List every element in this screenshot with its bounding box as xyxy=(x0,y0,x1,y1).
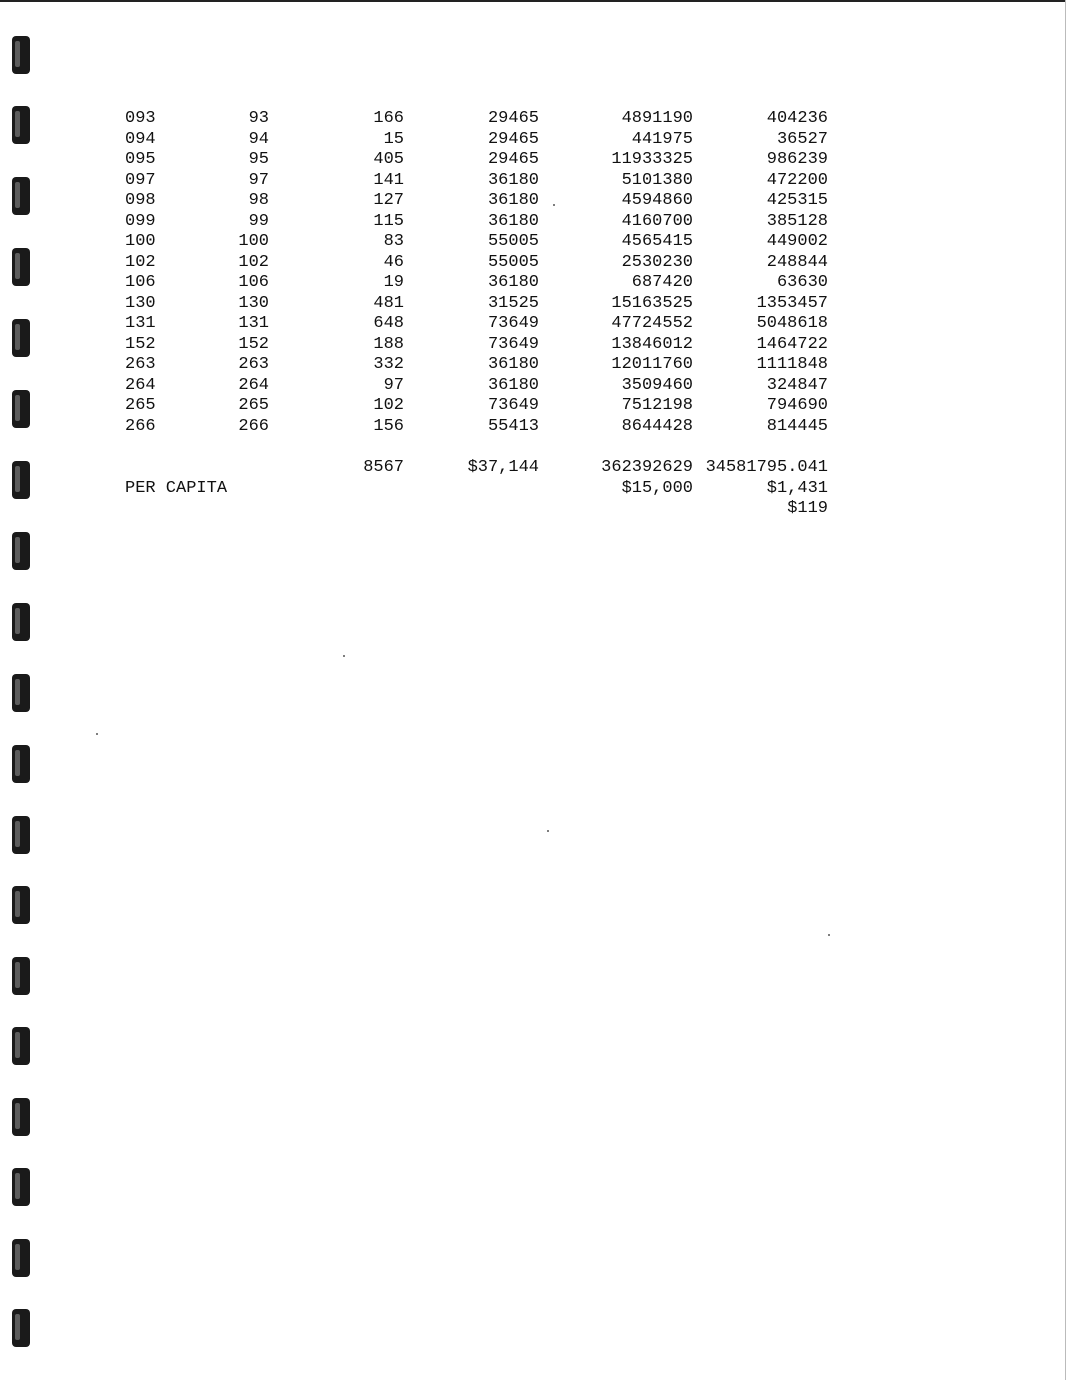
cell-code: 106 xyxy=(125,273,156,292)
per-capita-value-c: $119 xyxy=(787,499,828,518)
punch-hole xyxy=(12,532,30,570)
cell-rate: 55413 xyxy=(487,416,539,436)
cell-rate: 55005 xyxy=(487,232,539,251)
page-top-border xyxy=(0,0,1066,2)
total-average: $37,144 xyxy=(467,458,539,477)
punch-hole xyxy=(12,1309,30,1347)
cell-amount: 1111848 xyxy=(756,355,828,374)
table-row xyxy=(0,150,1066,171)
cell-amount: 1464722 xyxy=(756,334,828,354)
cell-number: 94 xyxy=(248,129,269,149)
cell-product: 4594860 xyxy=(621,191,693,210)
cell-code: 152 xyxy=(125,334,156,354)
table-row xyxy=(0,417,1066,438)
punch-hole xyxy=(12,886,30,924)
cell-count: 141 xyxy=(373,170,404,190)
cell-rate: 36180 xyxy=(487,191,539,210)
cell-rate: 73649 xyxy=(487,396,539,415)
cell-number: 95 xyxy=(248,150,269,169)
scan-speck xyxy=(547,830,549,832)
cell-product: 11933325 xyxy=(611,150,693,169)
cell-number: 263 xyxy=(238,355,269,374)
cell-count: 97 xyxy=(383,375,404,395)
cell-code: 263 xyxy=(125,355,156,374)
totals-block xyxy=(0,457,1066,519)
cell-code: 095 xyxy=(125,150,156,169)
per-capita-label: PER CAPITA xyxy=(125,478,228,498)
cell-count: 19 xyxy=(383,273,404,292)
cell-product: 441975 xyxy=(631,129,693,149)
table-row xyxy=(0,273,1066,294)
cell-code: 265 xyxy=(125,396,156,415)
table-row xyxy=(0,355,1066,376)
cell-number: 100 xyxy=(238,232,269,251)
total-grand: 34581795.041 xyxy=(705,458,828,477)
per-capita-extra-row xyxy=(0,498,1066,519)
cell-count: 115 xyxy=(373,211,404,231)
table-row xyxy=(0,335,1066,356)
table-row xyxy=(0,253,1066,274)
cell-rate: 36180 xyxy=(487,355,539,374)
cell-amount: 814445 xyxy=(766,416,828,436)
cell-number: 264 xyxy=(238,375,269,395)
cell-count: 648 xyxy=(373,314,404,333)
per-capita-row xyxy=(0,478,1066,499)
cell-number: 97 xyxy=(248,170,269,190)
cell-count: 405 xyxy=(373,150,404,169)
cell-code: 264 xyxy=(125,375,156,395)
cell-rate: 36180 xyxy=(487,273,539,292)
cell-number: 152 xyxy=(238,334,269,354)
punch-hole xyxy=(12,745,30,783)
cell-count: 15 xyxy=(383,129,404,149)
cell-number: 99 xyxy=(248,211,269,231)
cell-code: 131 xyxy=(125,314,156,333)
cell-rate: 73649 xyxy=(487,314,539,333)
cell-amount: 63630 xyxy=(776,273,828,292)
cell-amount: 425315 xyxy=(766,191,828,210)
punch-hole xyxy=(12,674,30,712)
cell-code: 098 xyxy=(125,191,156,210)
cell-amount: 1353457 xyxy=(756,293,828,313)
cell-count: 46 xyxy=(383,252,404,272)
cell-rate: 55005 xyxy=(487,252,539,272)
cell-number: 130 xyxy=(238,293,269,313)
cell-code: 102 xyxy=(125,252,156,272)
cell-product: 8644428 xyxy=(621,416,693,436)
cell-amount: 449002 xyxy=(766,232,828,251)
cell-code: 099 xyxy=(125,211,156,231)
cell-code: 266 xyxy=(125,416,156,436)
table-row xyxy=(0,376,1066,397)
total-count: 8567 xyxy=(363,458,404,477)
scan-speck xyxy=(96,733,98,735)
cell-count: 102 xyxy=(373,396,404,415)
cell-product: 2530230 xyxy=(621,252,693,272)
cell-number: 93 xyxy=(248,109,269,128)
cell-rate: 29465 xyxy=(487,129,539,149)
per-capita-value-b: $1,431 xyxy=(766,478,828,498)
cell-amount: 385128 xyxy=(766,211,828,231)
cell-number: 265 xyxy=(238,396,269,415)
table-row xyxy=(0,232,1066,253)
per-capita-value-a: $15,000 xyxy=(621,478,693,498)
cell-amount: 472200 xyxy=(766,170,828,190)
cell-number: 106 xyxy=(238,273,269,292)
table-row xyxy=(0,294,1066,315)
cell-count: 481 xyxy=(373,293,404,313)
cell-product: 687420 xyxy=(631,273,693,292)
cell-count: 127 xyxy=(373,191,404,210)
cell-product: 5101380 xyxy=(621,170,693,190)
cell-product: 3509460 xyxy=(621,375,693,395)
punch-hole xyxy=(12,1168,30,1206)
punch-hole xyxy=(12,816,30,854)
cell-product: 4160700 xyxy=(621,211,693,231)
cell-rate: 29465 xyxy=(487,109,539,128)
cell-count: 166 xyxy=(373,109,404,128)
cell-amount: 248844 xyxy=(766,252,828,272)
punch-hole xyxy=(12,1027,30,1065)
cell-number: 98 xyxy=(248,191,269,210)
cell-number: 102 xyxy=(238,252,269,272)
punch-hole xyxy=(12,1098,30,1136)
scan-speck xyxy=(553,204,555,206)
cell-rate: 29465 xyxy=(487,150,539,169)
table-row xyxy=(0,130,1066,151)
total-sum: 362392629 xyxy=(601,458,693,477)
table-row xyxy=(0,171,1066,192)
cell-code: 094 xyxy=(125,129,156,149)
cell-code: 093 xyxy=(125,109,156,128)
table-row xyxy=(0,212,1066,233)
cell-product: 13846012 xyxy=(611,334,693,354)
cell-count: 156 xyxy=(373,416,404,436)
scan-speck xyxy=(343,655,345,657)
cell-amount: 36527 xyxy=(776,129,828,149)
scan-speck xyxy=(828,934,830,936)
cell-product: 47724552 xyxy=(611,314,693,333)
cell-amount: 324847 xyxy=(766,375,828,395)
cell-rate: 73649 xyxy=(487,334,539,354)
cell-product: 4891190 xyxy=(621,109,693,128)
cell-number: 131 xyxy=(238,314,269,333)
cell-rate: 36180 xyxy=(487,211,539,231)
cell-product: 15163525 xyxy=(611,293,693,313)
data-table xyxy=(0,109,1066,437)
table-row xyxy=(0,314,1066,335)
table-row xyxy=(0,396,1066,417)
cell-amount: 986239 xyxy=(766,150,828,169)
cell-product: 7512198 xyxy=(621,396,693,415)
cell-code: 130 xyxy=(125,293,156,313)
cell-amount: 5048618 xyxy=(756,314,828,333)
punch-hole xyxy=(12,957,30,995)
cell-rate: 36180 xyxy=(487,170,539,190)
table-row xyxy=(0,109,1066,130)
totals-row xyxy=(0,457,1066,478)
cell-rate: 36180 xyxy=(487,375,539,395)
cell-count: 188 xyxy=(373,334,404,354)
table-row xyxy=(0,191,1066,212)
cell-code: 100 xyxy=(125,232,156,251)
cell-code: 097 xyxy=(125,170,156,190)
cell-count: 332 xyxy=(373,355,404,374)
cell-number: 266 xyxy=(238,416,269,436)
cell-amount: 404236 xyxy=(766,109,828,128)
cell-rate: 31525 xyxy=(487,293,539,313)
cell-product: 4565415 xyxy=(621,232,693,251)
punch-hole xyxy=(12,603,30,641)
cell-count: 83 xyxy=(383,232,404,251)
cell-amount: 794690 xyxy=(766,396,828,415)
cell-product: 12011760 xyxy=(611,355,693,374)
punch-hole xyxy=(12,1239,30,1277)
punch-hole xyxy=(12,36,30,74)
